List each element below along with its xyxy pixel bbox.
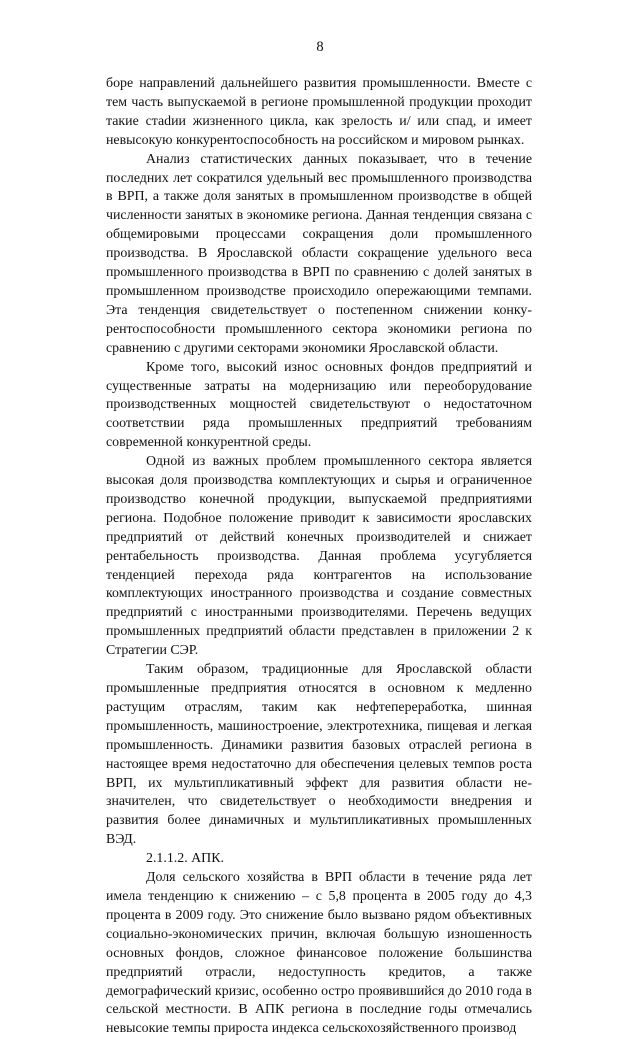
page-number: 8: [316, 39, 324, 55]
paragraph-agriculture: Доля сельского хозяйства в ВРП области в течение ряда лет имела тенденцию к снижению – с 5,8 процента в 2005 году до 4,3 процента в 2009 году. Это снижение было вызвано рядом объективных социально-экономических причин, включая большую изношенность основных фондов, сложное финансовое положение большинства предприятий отрасли, недоступность кредитов, а также демографический кризис, особенно остро проявившийся до 2010 года в сельской местности. В АПК региона в последние годы отмечались невысокие темпы прироста индекса сельскохозяйственного производ: [106, 870, 532, 1037]
section-heading-apk: 2.1.1.2. АПК.: [146, 851, 224, 867]
document-body: [106, 75, 532, 1039]
paragraph-conclusion: Таким образом, традиционные для Ярославской области промышленные предприятия относятся в основном к медленно растущим отраслям, таким как нефтепереработка, шинная промышленность, машиностроение, электротехника, пищевая и легкая промышленность. Динамики развития базовых отраслей региона в настоящее время недостаточно для обеспечения целевых темпов роста ВРП, их мультипликативный эффект для развития области незначителен, что свидетельствует о необходимости внедрения и развития более динамичных и мультипликативных промышленных ВЭД.: [106, 662, 532, 848]
paragraph-components-production: Одной из важных проблем промышленного сектора является высокая доля производства комплектующих и сырья и ограниченное производство конечной продукции, выпускаемой предприятиями региона. Подобное положение приводит к зависимости ярославских предприятий от действий конечных производителей и снижает рентабельность производства. Данная проблема усугубляется тенденцией перехода ряда контрагентов на использование комплектующих иностранного производства и создание совместных предприятий с иностранными производителями. Перечень ведущих промышленных предприятий области представлен в приложении 2 к Стратегии СЭР.: [106, 454, 532, 659]
paragraph-fixed-assets: Кроме того, высокий износ основных фондов предприятий и существенные затраты на модернизацию или переоборудование производственных мощностей свидетельствуют о недостаточном соответствии ряда промышленных предприятий требованиям современной конкурентной среды.: [106, 359, 532, 451]
paragraph-continuation: боре направлений дальнейшего развития промышленности. Вместе с тем часть выпускаемой в регионе промышленной продукции проходит такие стаdии жизненного цикла, как зрелость и/ или спад, и имеет невысокую конкурентоспособность на российском и мировом рынках.: [106, 76, 532, 148]
paragraph-statistics-analysis: Анализ статистических данных показывает, что в течение последних лет сократился удельный вес промышленного производства в ВРП, а также доля занятых в промышленном производстве в общей численности занятых в экономике региона. Данная тенденция связана с общемировыми процессами сокращения доли промышленного производства. В Ярославской области сокращение удельного веса промышленного производства в ВРП по сравнению с долей занятых в промышленном производстве происходило опережающими темпами. Эта тенденция свидетельствует о постепенном снижении конкурентоспособности промышленного сектора экономики региона по сравнению с другими секторами экономики Ярославской области.: [106, 151, 532, 356]
